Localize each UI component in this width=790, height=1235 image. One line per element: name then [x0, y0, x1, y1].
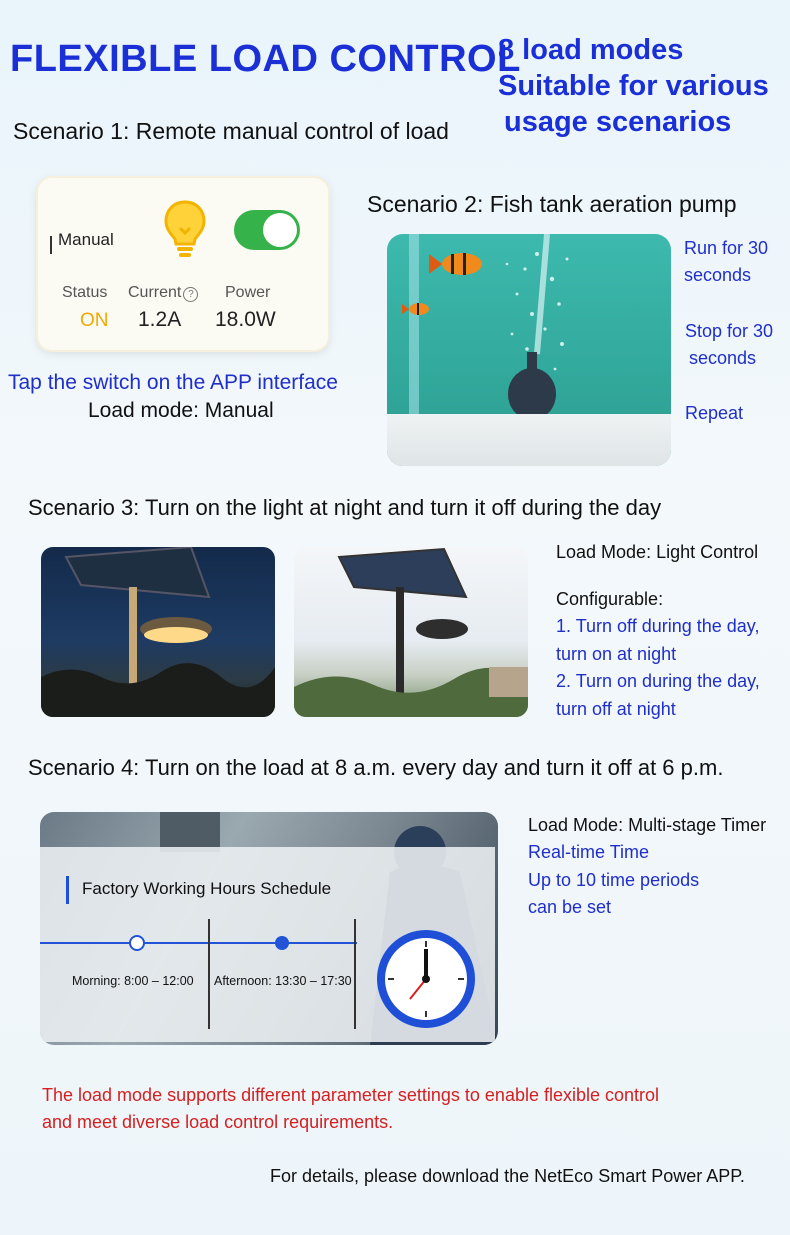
page-title: FLEXIBLE LOAD CONTROL — [10, 38, 521, 80]
scenario1-heading: Scenario 1: Remote manual control of load — [13, 118, 449, 144]
mode-label: Manual — [58, 230, 114, 249]
option-line: 1. Turn off during the day, — [556, 616, 760, 636]
scenario2-heading: Scenario 2: Fish tank aeration pump — [367, 191, 737, 217]
card-marker — [50, 236, 52, 254]
status-label: Status — [62, 284, 108, 301]
scenario1-mode: Load mode: Manual — [88, 399, 274, 422]
configurable-label: Configurable: — [556, 589, 664, 609]
feature-line: can be set — [528, 897, 612, 917]
scenario3-options — [556, 613, 760, 723]
option-line: turn on at night — [556, 643, 677, 664]
schedule-panel — [40, 847, 495, 1042]
download-note: For details, please download the NetEco Smart Power APP. — [270, 1166, 745, 1186]
toggle-knob — [263, 213, 297, 247]
morning-marker — [129, 935, 145, 951]
scenario3-mode: Load Mode: Light Control — [556, 542, 759, 562]
step-line: seconds — [684, 265, 752, 285]
option-line: turn off at night — [556, 698, 676, 719]
step-line: seconds — [689, 348, 757, 368]
note-line: and meet diverse load control requirements. — [42, 1112, 394, 1132]
timeline — [40, 942, 357, 944]
schedule-title: Factory Working Hours Schedule — [82, 879, 332, 898]
load-mode-note — [42, 1082, 659, 1136]
scenario2-step-run — [684, 235, 768, 289]
scenario4-features — [528, 839, 699, 922]
clock-icon — [376, 929, 476, 1029]
scenario4-mode: Load Mode: Multi-stage Timer — [528, 815, 767, 835]
scenario2-step-repeat: Repeat — [685, 403, 744, 423]
power-label: Power — [225, 284, 271, 301]
scenario1-caption: Tap the switch on the APP interface — [8, 371, 338, 394]
subtitle-line: usage scenarios — [504, 106, 732, 138]
step-line: Run for 30 — [684, 238, 769, 258]
load-switch-toggle[interactable] — [234, 210, 300, 250]
scenario2-step-stop — [685, 318, 773, 372]
subtitle-line: Suitable for various — [498, 70, 769, 102]
day-streetlight-photo — [294, 547, 528, 717]
step-line: Stop for 30 — [685, 321, 774, 341]
scenario3-heading: Scenario 3: Turn on the light at night and turn it off during the day — [28, 495, 662, 520]
scenario4-heading: Scenario 4: Turn on the load at 8 a.m. every day and turn it off at 6 p.m. — [28, 755, 724, 780]
night-streetlight-photo — [41, 547, 275, 717]
help-icon[interactable]: ? — [183, 287, 198, 302]
page-subtitle — [498, 32, 769, 140]
feature-line: Real-time Time — [528, 842, 650, 862]
feature-line: Up to 10 time periods — [528, 869, 700, 890]
app-load-card — [38, 178, 328, 350]
factory-schedule-image — [40, 812, 498, 1045]
title-accent-bar — [66, 876, 69, 904]
tank-base — [387, 414, 671, 466]
current-value: 1.2A — [138, 308, 182, 331]
morning-period: Morning: 8:00 – 12:00 — [72, 974, 194, 988]
power-value: 18.0W — [215, 308, 276, 331]
fish-tank-image — [387, 234, 671, 466]
afternoon-period: Afternoon: 13:30 – 17:30 — [214, 974, 352, 988]
lightbulb-icon — [162, 198, 208, 265]
current-label-text: Current — [128, 284, 182, 301]
divider — [208, 919, 210, 1029]
status-value: ON — [80, 310, 109, 331]
subtitle-line: 8 load modes — [498, 34, 684, 66]
option-line: 2. Turn on during the day, — [556, 671, 760, 691]
note-line: The load mode supports different parameter settings to enable flexible control — [42, 1085, 660, 1105]
afternoon-marker — [275, 936, 289, 950]
current-label — [128, 284, 198, 302]
divider — [354, 919, 356, 1029]
